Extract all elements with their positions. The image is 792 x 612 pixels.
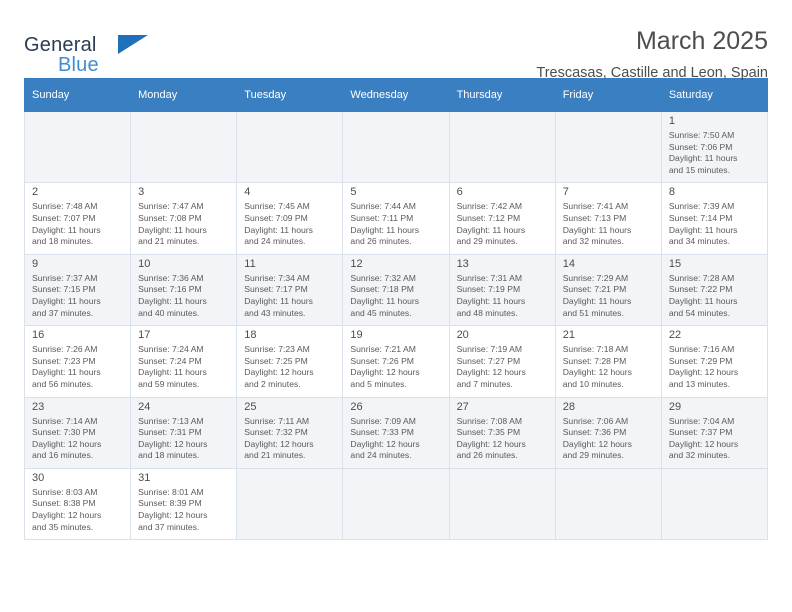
day-sun-info [563, 344, 655, 390]
day-daylight2-text: and 32 minutes. [668, 450, 730, 461]
day-sun-info [244, 344, 336, 390]
day-sun-info [244, 273, 336, 319]
day-sunset-text: Sunset: 7:27 PM [456, 355, 521, 366]
calendar-cell-empty [555, 468, 661, 539]
day-sunrise-text: Sunrise: 8:03 AM [32, 486, 98, 497]
weekday-header-friday: Friday [555, 79, 661, 112]
day-daylight1-text: Daylight: 12 hours [244, 438, 314, 449]
day-daylight1-text: Daylight: 12 hours [456, 438, 526, 449]
calendar-day-cell[interactable] [25, 397, 131, 468]
day-sunrise-text: Sunrise: 7:28 AM [668, 272, 735, 283]
day-daylight2-text: and 40 minutes. [138, 307, 200, 318]
day-sunset-text: Sunset: 7:28 PM [562, 355, 627, 366]
calendar-day-cell[interactable] [449, 183, 555, 254]
day-number: 2 [32, 186, 39, 199]
day-daylight2-text: and 29 minutes. [562, 450, 624, 461]
day-sun-info [350, 344, 442, 390]
day-sunset-text: Sunset: 7:22 PM [668, 284, 733, 295]
day-number: 27 [456, 400, 469, 413]
day-number: 23 [32, 400, 45, 413]
day-sunrise-text: Sunrise: 7:13 AM [138, 415, 204, 426]
calendar-week-row [25, 112, 768, 183]
calendar-day-cell[interactable] [131, 468, 237, 539]
calendar-cell-empty [555, 112, 661, 183]
weekday-header-row [25, 79, 768, 112]
day-number: 20 [456, 329, 469, 342]
day-sunrise-text: Sunrise: 7:19 AM [456, 344, 523, 355]
day-daylight1-text: Daylight: 12 hours [350, 367, 420, 378]
day-sunrise-text: Sunrise: 8:01 AM [138, 486, 204, 497]
calendar-cell-empty [449, 468, 555, 539]
calendar-day-cell[interactable] [555, 183, 661, 254]
day-sunset-text: Sunset: 7:19 PM [456, 284, 521, 295]
weekday-header-sunday: Sunday [25, 79, 131, 112]
day-sun-info [457, 416, 549, 462]
day-daylight2-text: and 24 minutes. [350, 450, 412, 461]
day-daylight2-text: and 48 minutes. [456, 307, 518, 318]
calendar-day-cell[interactable] [131, 326, 237, 397]
calendar-day-cell[interactable] [237, 254, 343, 325]
day-sun-info [669, 201, 761, 247]
page-subtitle: Trescasas, Castille and Leon, Spain [536, 64, 768, 81]
day-daylight1-text: Daylight: 12 hours [32, 510, 102, 521]
calendar-cell-empty [131, 112, 237, 183]
calendar-week-row [25, 326, 768, 397]
day-daylight2-text: and 37 minutes. [138, 521, 200, 532]
day-sunrise-text: Sunrise: 7:48 AM [32, 201, 98, 212]
day-number: 10 [138, 257, 151, 270]
day-sunrise-text: Sunrise: 7:18 AM [562, 344, 629, 355]
calendar-cell-empty [661, 468, 767, 539]
day-daylight1-text: Daylight: 11 hours [668, 153, 738, 164]
day-daylight1-text: Daylight: 12 hours [562, 438, 632, 449]
day-daylight2-text: and 21 minutes. [244, 450, 306, 461]
day-daylight1-text: Daylight: 12 hours [668, 367, 739, 378]
day-daylight2-text: and 21 minutes. [138, 236, 200, 247]
day-sunrise-text: Sunrise: 7:37 AM [32, 272, 98, 283]
day-number: 25 [244, 400, 257, 413]
calendar-table [24, 78, 768, 540]
day-sunset-text: Sunset: 7:36 PM [562, 427, 627, 438]
day-sunset-text: Sunset: 7:26 PM [350, 355, 414, 366]
day-daylight2-text: and 54 minutes. [668, 307, 730, 318]
logo-word-blue: Blue [58, 54, 99, 76]
calendar-day-cell[interactable] [555, 326, 661, 397]
day-number: 14 [562, 257, 575, 270]
day-sunset-text: Sunset: 7:23 PM [32, 355, 96, 366]
day-daylight2-text: and 26 minutes. [350, 236, 412, 247]
day-daylight1-text: Daylight: 12 hours [456, 367, 526, 378]
calendar-day-cell[interactable] [343, 254, 449, 325]
day-sunset-text: Sunset: 7:25 PM [244, 355, 308, 366]
day-daylight2-text: and 51 minutes. [562, 307, 624, 318]
day-sunrise-text: Sunrise: 7:11 AM [244, 415, 310, 426]
day-sun-info [244, 416, 336, 462]
day-daylight1-text: Daylight: 11 hours [138, 224, 207, 235]
day-daylight2-text: and 18 minutes. [32, 236, 94, 247]
day-sun-info [350, 416, 442, 462]
day-daylight2-text: and 59 minutes. [138, 378, 200, 389]
calendar-day-cell[interactable] [131, 183, 237, 254]
calendar-cell-empty [237, 112, 343, 183]
day-sunset-text: Sunset: 7:07 PM [32, 212, 96, 223]
day-sunrise-text: Sunrise: 7:45 AM [244, 201, 310, 212]
weekday-header-monday: Monday [131, 79, 237, 112]
page-title: March 2025 [635, 27, 768, 55]
day-sunset-text: Sunset: 8:38 PM [32, 498, 96, 509]
day-number: 12 [350, 257, 363, 270]
day-daylight1-text: Daylight: 11 hours [562, 224, 632, 235]
day-sun-info [138, 273, 230, 319]
day-sun-info [32, 416, 124, 462]
day-sun-info [669, 130, 761, 176]
day-sunrise-text: Sunrise: 7:32 AM [350, 272, 416, 283]
calendar-cell-empty [343, 468, 449, 539]
day-number: 5 [350, 186, 357, 199]
day-daylight2-text: and 2 minutes. [244, 378, 301, 389]
day-sun-info [563, 273, 655, 319]
title-block [536, 26, 768, 81]
day-daylight2-text: and 32 minutes. [562, 236, 624, 247]
calendar-body [25, 112, 768, 540]
day-daylight1-text: Daylight: 12 hours [562, 367, 632, 378]
day-sunset-text: Sunset: 7:18 PM [350, 284, 414, 295]
calendar-week-row [25, 254, 768, 325]
calendar-day-cell[interactable] [237, 183, 343, 254]
day-sunrise-text: Sunrise: 7:31 AM [456, 272, 523, 283]
day-number: 29 [668, 400, 682, 413]
day-daylight2-text: and 34 minutes. [668, 236, 730, 247]
calendar-cell-empty [449, 112, 555, 183]
day-sun-info [32, 487, 124, 533]
day-sunrise-text: Sunrise: 7:08 AM [456, 415, 523, 426]
day-sunrise-text: Sunrise: 7:47 AM [138, 201, 204, 212]
day-daylight2-text: and 5 minutes. [350, 378, 407, 389]
day-daylight2-text: and 18 minutes. [138, 450, 200, 461]
calendar-day-cell[interactable] [343, 397, 449, 468]
day-daylight1-text: Daylight: 11 hours [350, 295, 420, 306]
weekday-header-wednesday: Wednesday [343, 79, 449, 112]
day-sun-info [669, 416, 761, 462]
day-daylight2-text: and 43 minutes. [244, 307, 306, 318]
day-sunset-text: Sunset: 7:12 PM [456, 212, 521, 223]
day-sun-info [32, 344, 124, 390]
calendar-day-cell[interactable] [25, 183, 131, 254]
day-number: 24 [138, 400, 151, 413]
day-daylight1-text: Daylight: 11 hours [32, 367, 101, 378]
day-daylight2-text: and 7 minutes. [456, 378, 513, 389]
day-number: 28 [562, 400, 575, 413]
day-daylight2-text: and 24 minutes. [244, 236, 306, 247]
calendar-day-cell[interactable] [237, 397, 343, 468]
day-sunrise-text: Sunrise: 7:06 AM [562, 415, 629, 426]
day-sunrise-text: Sunrise: 7:23 AM [244, 344, 310, 355]
day-daylight2-text: and 35 minutes. [32, 521, 94, 532]
calendar-day-cell[interactable] [661, 112, 767, 183]
day-sunset-text: Sunset: 7:13 PM [562, 212, 627, 223]
day-sunset-text: Sunset: 7:24 PM [138, 355, 202, 366]
day-sunrise-text: Sunrise: 7:09 AM [350, 415, 416, 426]
day-sunset-text: Sunset: 7:09 PM [244, 212, 308, 223]
day-number: 4 [244, 186, 251, 199]
day-sun-info [138, 416, 230, 462]
logo-triangle-icon [118, 35, 148, 54]
calendar-day-cell[interactable] [449, 326, 555, 397]
day-sun-info [138, 201, 230, 247]
day-daylight1-text: Daylight: 11 hours [350, 224, 420, 235]
day-sun-info [32, 273, 124, 319]
day-daylight2-text: and 13 minutes. [668, 378, 730, 389]
day-sunrise-text: Sunrise: 7:29 AM [562, 272, 629, 283]
day-sunrise-text: Sunrise: 7:34 AM [244, 272, 310, 283]
day-sunrise-text: Sunrise: 7:44 AM [350, 201, 416, 212]
day-sun-info [138, 344, 230, 390]
day-daylight2-text: and 16 minutes. [32, 450, 94, 461]
day-sunrise-text: Sunrise: 7:39 AM [668, 201, 735, 212]
day-daylight1-text: Daylight: 11 hours [138, 295, 207, 306]
day-number: 17 [138, 329, 151, 342]
day-sunrise-text: Sunrise: 7:36 AM [138, 272, 204, 283]
day-number: 3 [138, 186, 145, 199]
day-sunset-text: Sunset: 7:21 PM [562, 284, 627, 295]
day-daylight2-text: and 37 minutes. [32, 307, 94, 318]
day-daylight1-text: Daylight: 12 hours [138, 510, 208, 521]
day-sunset-text: Sunset: 7:29 PM [668, 355, 733, 366]
day-sun-info [669, 344, 761, 390]
day-sunset-text: Sunset: 7:16 PM [138, 284, 202, 295]
day-sun-info [350, 201, 442, 247]
day-daylight1-text: Daylight: 12 hours [32, 438, 102, 449]
day-number: 22 [668, 329, 682, 342]
day-daylight1-text: Daylight: 11 hours [32, 224, 101, 235]
calendar-day-cell[interactable] [661, 397, 767, 468]
day-sunset-text: Sunset: 7:11 PM [350, 212, 414, 223]
day-sun-info [669, 273, 761, 319]
calendar-day-cell[interactable] [343, 183, 449, 254]
day-sunset-text: Sunset: 7:31 PM [138, 427, 202, 438]
day-number: 30 [32, 471, 45, 484]
calendar-day-cell[interactable] [131, 397, 237, 468]
day-sunset-text: Sunset: 8:39 PM [138, 498, 202, 509]
day-sunset-text: Sunset: 7:33 PM [350, 427, 414, 438]
day-sun-info [457, 344, 549, 390]
day-sunrise-text: Sunrise: 7:24 AM [138, 344, 204, 355]
day-number: 16 [32, 329, 45, 342]
day-sun-info [563, 201, 655, 247]
day-sun-info [244, 201, 336, 247]
day-daylight1-text: Daylight: 11 hours [244, 224, 313, 235]
day-number: 21 [562, 329, 575, 342]
day-sunset-text: Sunset: 7:06 PM [668, 141, 733, 152]
day-sunset-text: Sunset: 7:37 PM [668, 427, 733, 438]
day-sunrise-text: Sunrise: 7:50 AM [668, 130, 735, 140]
calendar-cell-empty [25, 112, 131, 183]
calendar-day-cell[interactable] [237, 326, 343, 397]
day-daylight1-text: Daylight: 12 hours [350, 438, 420, 449]
day-sunrise-text: Sunrise: 7:42 AM [456, 201, 523, 212]
day-daylight1-text: Daylight: 11 hours [138, 367, 207, 378]
day-sunset-text: Sunset: 7:32 PM [244, 427, 308, 438]
day-sun-info [457, 273, 549, 319]
weekday-header-tuesday: Tuesday [237, 79, 343, 112]
logo-word-general: General [24, 34, 97, 56]
day-sunrise-text: Sunrise: 7:26 AM [32, 344, 98, 355]
day-number: 8 [668, 186, 675, 199]
day-daylight1-text: Daylight: 11 hours [32, 295, 101, 306]
day-sun-info [350, 273, 442, 319]
day-number: 15 [668, 257, 682, 270]
day-sun-info [457, 201, 549, 247]
generalblue-logo [24, 26, 154, 78]
calendar-day-cell[interactable] [25, 468, 131, 539]
calendar-week-row [25, 397, 768, 468]
day-sun-info [32, 201, 124, 247]
day-number: 9 [32, 257, 39, 270]
calendar-day-cell[interactable] [661, 326, 767, 397]
day-number: 6 [456, 186, 463, 199]
day-daylight2-text: and 29 minutes. [456, 236, 518, 247]
day-daylight1-text: Daylight: 12 hours [668, 438, 739, 449]
day-sunset-text: Sunset: 7:17 PM [244, 284, 308, 295]
calendar-week-row [25, 468, 768, 539]
day-sunset-text: Sunset: 7:08 PM [138, 212, 202, 223]
day-daylight2-text: and 45 minutes. [350, 307, 412, 318]
day-number: 1 [668, 115, 675, 127]
day-number: 13 [456, 257, 469, 270]
day-number: 31 [138, 471, 151, 484]
page-header [24, 0, 768, 81]
day-sunset-text: Sunset: 7:30 PM [32, 427, 96, 438]
weekday-header-thursday: Thursday [449, 79, 555, 112]
calendar-day-cell[interactable] [25, 326, 131, 397]
day-daylight1-text: Daylight: 11 hours [244, 295, 313, 306]
calendar-week-row [25, 183, 768, 254]
calendar-day-cell[interactable] [449, 254, 555, 325]
day-daylight1-text: Daylight: 11 hours [668, 224, 738, 235]
calendar-cell-empty [237, 468, 343, 539]
day-sunset-text: Sunset: 7:14 PM [668, 212, 733, 223]
day-sunrise-text: Sunrise: 7:21 AM [350, 344, 416, 355]
day-daylight1-text: Daylight: 11 hours [562, 295, 632, 306]
day-number: 19 [350, 329, 363, 342]
day-sunset-text: Sunset: 7:15 PM [32, 284, 96, 295]
calendar-cell-empty [343, 112, 449, 183]
calendar-day-cell[interactable] [661, 254, 767, 325]
day-number: 26 [350, 400, 363, 413]
day-sunrise-text: Sunrise: 7:04 AM [668, 415, 735, 426]
day-daylight2-text: and 26 minutes. [456, 450, 518, 461]
day-sunrise-text: Sunrise: 7:41 AM [562, 201, 629, 212]
calendar-day-cell[interactable] [555, 397, 661, 468]
day-daylight1-text: Daylight: 12 hours [138, 438, 208, 449]
calendar-day-cell[interactable] [449, 397, 555, 468]
calendar-day-cell[interactable] [343, 326, 449, 397]
day-number: 18 [244, 329, 257, 342]
day-daylight2-text: and 15 minutes. [668, 164, 730, 175]
day-number: 7 [562, 186, 569, 199]
day-number: 11 [244, 257, 256, 270]
day-daylight2-text: and 56 minutes. [32, 378, 94, 389]
calendar-day-cell[interactable] [131, 254, 237, 325]
day-daylight1-text: Daylight: 11 hours [456, 224, 526, 235]
calendar-day-cell[interactable] [25, 254, 131, 325]
day-daylight2-text: and 10 minutes. [562, 378, 624, 389]
calendar-day-cell[interactable] [661, 183, 767, 254]
calendar-day-cell[interactable] [555, 254, 661, 325]
day-sunrise-text: Sunrise: 7:14 AM [32, 415, 98, 426]
day-sunset-text: Sunset: 7:35 PM [456, 427, 521, 438]
day-daylight1-text: Daylight: 11 hours [456, 295, 526, 306]
day-daylight1-text: Daylight: 11 hours [668, 295, 738, 306]
day-sun-info [563, 416, 655, 462]
day-sunrise-text: Sunrise: 7:16 AM [668, 344, 735, 355]
day-daylight1-text: Daylight: 12 hours [244, 367, 314, 378]
day-sun-info [138, 487, 230, 533]
weekday-header-saturday: Saturday [661, 79, 767, 112]
